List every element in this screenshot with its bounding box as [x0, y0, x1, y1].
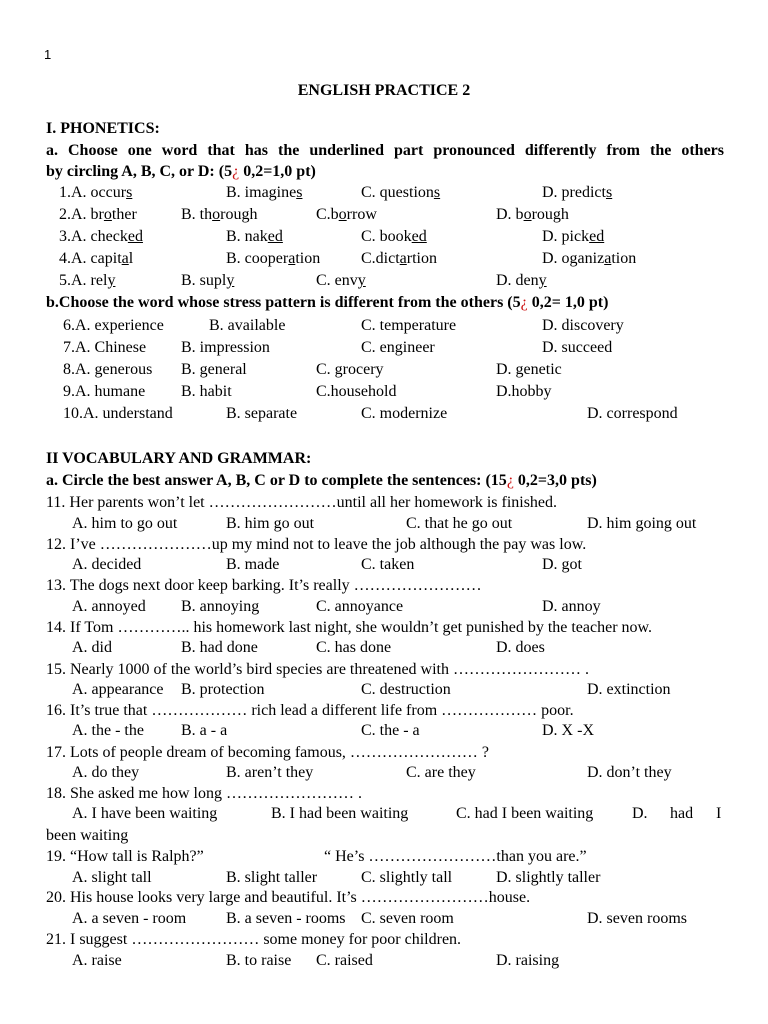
q2-option-d[interactable]: D. borough [496, 206, 569, 223]
question-5 [0, 271, 768, 291]
q16-stem: 16. It’s true that ……………… rich lead a different life from ……………… poor. [46, 702, 574, 719]
q21-stem: 21. I suggest …………………… some money for poor children. [46, 931, 462, 948]
q13-stem: 13. The dogs next door keep barking. It’s really …………………… [46, 577, 482, 594]
q1-option-c[interactable]: C. questions [361, 184, 441, 201]
q6-option-d[interactable]: D. discovery [542, 317, 624, 334]
q17-stem: 17. Lots of people dream of becoming famous, …………………… ? [46, 744, 490, 761]
q12-option-c[interactable]: C. taken [361, 556, 415, 573]
question-14-options [0, 638, 768, 658]
q16-option-a[interactable]: A. the - the [72, 722, 144, 739]
question-17-options [0, 763, 768, 783]
section2-part-a-instruction: a. Circle the best answer A, B, C or D to complete the sentences: (15¿ 0,2=3,0 pts) [46, 472, 597, 489]
q2-option-c[interactable]: C.borrow [316, 206, 377, 223]
q6-option-c[interactable]: C. temperature [361, 317, 457, 334]
q5-option-d[interactable]: D. deny [496, 272, 547, 289]
q1-option-b[interactable]: B. imagines [226, 184, 303, 201]
q20-option-b[interactable]: B. a seven - rooms [226, 910, 346, 927]
q19-option-b[interactable]: B. slight taller [226, 869, 318, 886]
q7-option-c[interactable]: C. engineer [361, 339, 435, 356]
q17-option-a[interactable]: A. do they [72, 764, 140, 781]
q15-option-c[interactable]: C. destruction [361, 681, 451, 698]
q11-stem: 11. Her parents won’t let ……………………until all her homework is finished. [46, 494, 558, 511]
q19-option-c[interactable]: C. slightly tall [361, 869, 453, 886]
q13-option-d[interactable]: D. annoy [542, 598, 601, 615]
q18-option-d-word2[interactable]: I [716, 805, 722, 822]
q14-option-d[interactable]: D. does [496, 639, 545, 656]
q8-option-b[interactable]: B. general [181, 361, 247, 378]
q20-option-c[interactable]: C. seven room [361, 910, 454, 927]
q15-option-d[interactable]: D. extinction [587, 681, 671, 698]
q3-option-d[interactable]: D. picked [542, 228, 605, 245]
question-10 [0, 404, 768, 424]
q13-option-a[interactable]: A. annoyed [72, 598, 146, 615]
q11-option-a[interactable]: A. him to go out [72, 515, 178, 532]
q5-option-c[interactable]: C. envy [316, 272, 366, 289]
q10-option-b[interactable]: B. separate [226, 405, 298, 422]
q12-option-a[interactable]: A. decided [72, 556, 142, 573]
q12-option-b[interactable]: B. made [226, 556, 280, 573]
q11-option-b[interactable]: B. him go out [226, 515, 315, 532]
q13-option-b[interactable]: B. annoying [181, 598, 260, 615]
q14-stem: 14. If Tom ………….. his homework last night, she wouldn’t get punished by the teacher now. [46, 619, 653, 636]
q3-option-a[interactable]: 3.A. checked [59, 228, 143, 245]
q14-option-b[interactable]: B. had done [181, 639, 258, 656]
question-16-options [0, 721, 768, 741]
q18-option-d-continued[interactable]: been waiting [46, 827, 129, 844]
q10-option-a[interactable]: 10.A. understand [63, 405, 173, 422]
part-a-instruction-line1: a. Choose one word that has the underlined part pronounced differently from the others [46, 142, 724, 159]
q16-option-d[interactable]: D. X -X [542, 722, 594, 739]
q4-option-a[interactable]: 4.A. capital [59, 250, 134, 267]
q17-option-b[interactable]: B. aren’t they [226, 764, 314, 781]
q13-option-c[interactable]: C. annoyance [316, 598, 404, 615]
unknown-glyph-mark: ¿ [506, 472, 514, 489]
q15-stem: 15. Nearly 1000 of the world’s bird species are threatened with …………………… . [46, 661, 589, 678]
question-15-options [0, 680, 768, 700]
question-11-options [0, 514, 768, 534]
q7-option-b[interactable]: B. impression [181, 339, 270, 356]
q8-option-d[interactable]: D. genetic [496, 361, 562, 378]
q10-option-c[interactable]: C. modernize [361, 405, 448, 422]
q1-option-a[interactable]: 1.A. occurs [59, 184, 133, 201]
q19-option-a[interactable]: A. slight tall [72, 869, 152, 886]
q19-option-d[interactable]: D. slightly taller [496, 869, 601, 886]
question-6 [0, 316, 768, 336]
q15-option-a[interactable]: A. appearance [72, 681, 164, 698]
question-2 [0, 205, 768, 225]
q19-stem-question: 19. “How tall is Ralph?” [46, 848, 204, 865]
q8-option-c[interactable]: C. grocery [316, 361, 384, 378]
q11-option-c[interactable]: C. that he go out [406, 515, 513, 532]
q4-option-d[interactable]: D. oganization [542, 250, 637, 267]
q12-stem: 12. I’ve …………………up my mind not to leave the job although the pay was low. [46, 536, 587, 553]
q9-option-c[interactable]: C.household [316, 383, 397, 400]
q4-option-c[interactable]: C.dictartion [361, 250, 437, 267]
question-19-options [0, 868, 768, 888]
q18-option-a[interactable]: A. I have been waiting [72, 805, 218, 822]
q16-option-c[interactable]: C. the - a [361, 722, 420, 739]
q20-stem: 20. His house looks very large and beautiful. It’s ……………………house. [46, 889, 531, 906]
unknown-glyph-mark: ¿ [232, 163, 240, 180]
q18-option-d-label[interactable]: D. [632, 805, 648, 822]
q21-option-d[interactable]: D. raising [496, 952, 560, 969]
q18-option-b[interactable]: B. I had been waiting [271, 805, 409, 822]
question-4 [0, 249, 768, 269]
q11-option-d[interactable]: D. him going out [587, 515, 697, 532]
question-7 [0, 338, 768, 358]
question-12-options [0, 555, 768, 575]
q21-option-c[interactable]: C. raised [316, 952, 373, 969]
q20-option-a[interactable]: A. a seven - room [72, 910, 187, 927]
q21-option-a[interactable]: A. raise [72, 952, 122, 969]
q19-stem [0, 847, 768, 867]
q5-option-a[interactable]: 5.A. rely [59, 272, 116, 289]
q17-option-c[interactable]: C. are they [406, 764, 476, 781]
part-a-instruction-line2: by circling A, B, C, or D: (5¿ 0,2=1,0 pt) [46, 163, 316, 180]
question-1 [0, 183, 768, 203]
question-13-options [0, 597, 768, 617]
q14-option-c[interactable]: C. has done [316, 639, 392, 656]
section-heading-phonetics: I. PHONETICS: [46, 120, 160, 137]
q9-option-b[interactable]: B. habit [181, 383, 232, 400]
q8-option-a[interactable]: 8.A. generous [63, 361, 153, 378]
q9-option-a[interactable]: 9.A. humane [63, 383, 146, 400]
q1-option-d[interactable]: D. predicts [542, 184, 613, 201]
q16-option-b[interactable]: B. a - a [181, 722, 228, 739]
q18-option-c[interactable]: C. had I been waiting [456, 805, 594, 822]
q9-option-d[interactable]: D.hobby [496, 383, 552, 400]
q5-option-b[interactable]: B. suply [181, 272, 235, 289]
q7-option-a[interactable]: 7.A. Chinese [63, 339, 147, 356]
page-title: ENGLISH PRACTICE 2 [297, 82, 471, 99]
q3-option-b[interactable]: B. naked [226, 228, 283, 245]
q10-option-d[interactable]: D. correspond [587, 405, 678, 422]
q14-option-a[interactable]: A. did [72, 639, 112, 656]
question-9 [0, 382, 768, 402]
page-number: 1 [44, 47, 52, 62]
question-3 [0, 227, 768, 247]
question-20-options [0, 909, 768, 929]
q4-option-b[interactable]: B. cooperation [226, 250, 321, 267]
section-heading-vocabulary-grammar: II VOCABULARY AND GRAMMAR: [46, 450, 312, 467]
q15-option-b[interactable]: B. protection [181, 681, 265, 698]
question-21-options [0, 951, 768, 971]
q19-stem-answer: “ He’s ……………………than you are.” [324, 848, 587, 865]
q17-option-d[interactable]: D. don’t they [587, 764, 672, 781]
q2-option-b[interactable]: B. thorough [181, 206, 258, 223]
unknown-glyph-mark: ¿ [520, 294, 528, 311]
q6-option-b[interactable]: B. available [209, 317, 286, 334]
q2-option-a[interactable]: 2.A. brother [59, 206, 137, 223]
q21-option-b[interactable]: B. to raise [226, 952, 292, 969]
q6-option-a[interactable]: 6.A. experience [63, 317, 164, 334]
q3-option-c[interactable]: C. booked [361, 228, 427, 245]
part-b-instruction: b.Choose the word whose stress pattern is different from the others (5¿ 0,2= 1,0 pt) [46, 294, 609, 311]
q20-option-d[interactable]: D. seven rooms [587, 910, 687, 927]
question-8 [0, 360, 768, 380]
question-18-options [0, 804, 768, 824]
q18-stem: 18. She asked me how long …………………… . [46, 785, 362, 802]
q12-option-d[interactable]: D. got [542, 556, 582, 573]
q18-option-d-word1[interactable]: had [670, 805, 694, 822]
q7-option-d[interactable]: D. succeed [542, 339, 613, 356]
